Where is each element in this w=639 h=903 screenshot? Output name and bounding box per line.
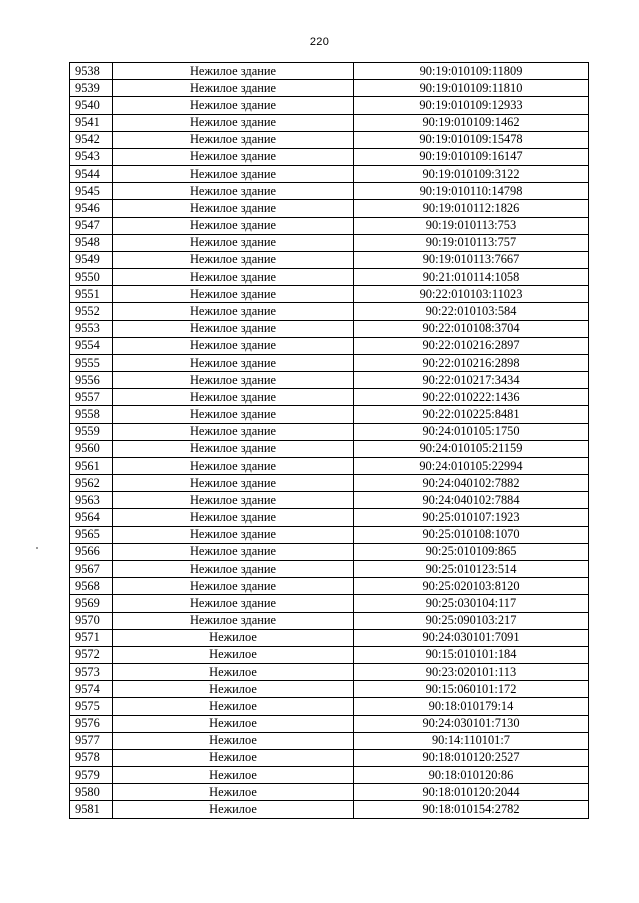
object-type-cell: Нежилое здание bbox=[113, 320, 354, 337]
row-number-cell: 9552 bbox=[70, 303, 113, 320]
cadastral-number-cell: 90:22:010216:2898 bbox=[354, 354, 589, 371]
cadastral-number-cell: 90:18:010120:86 bbox=[354, 767, 589, 784]
table-row bbox=[70, 114, 589, 131]
object-type-cell: Нежилое здание bbox=[113, 612, 354, 629]
row-number-cell: 9571 bbox=[70, 629, 113, 646]
object-type-cell: Нежилое здание bbox=[113, 354, 354, 371]
object-type-cell: Нежилое здание bbox=[113, 389, 354, 406]
row-number-cell: 9562 bbox=[70, 475, 113, 492]
table-row bbox=[70, 303, 589, 320]
table-row bbox=[70, 749, 589, 766]
object-type-cell: Нежилое здание bbox=[113, 578, 354, 595]
row-number-cell: 9542 bbox=[70, 131, 113, 148]
table-row bbox=[70, 664, 589, 681]
cadastral-number-cell: 90:15:060101:172 bbox=[354, 681, 589, 698]
table-row bbox=[70, 234, 589, 251]
cadastral-number-cell: 90:22:010225:8481 bbox=[354, 406, 589, 423]
cadastral-number-cell: 90:23:020101:113 bbox=[354, 664, 589, 681]
table-row bbox=[70, 97, 589, 114]
table-row bbox=[70, 681, 589, 698]
row-number-cell: 9566 bbox=[70, 543, 113, 560]
row-number-cell: 9570 bbox=[70, 612, 113, 629]
table-row bbox=[70, 200, 589, 217]
table-row bbox=[70, 80, 589, 97]
object-type-cell: Нежилое bbox=[113, 732, 354, 749]
object-type-cell: Нежилое здание bbox=[113, 286, 354, 303]
object-type-cell: Нежилое здание bbox=[113, 114, 354, 131]
object-type-cell: Нежилое здание bbox=[113, 166, 354, 183]
table-row bbox=[70, 475, 589, 492]
cadastral-number-cell: 90:19:010109:3122 bbox=[354, 166, 589, 183]
cadastral-number-cell: 90:24:040102:7884 bbox=[354, 492, 589, 509]
table-row bbox=[70, 148, 589, 165]
row-number-cell: 9579 bbox=[70, 767, 113, 784]
row-number-cell: 9558 bbox=[70, 406, 113, 423]
row-number-cell: 9569 bbox=[70, 595, 113, 612]
table-row bbox=[70, 612, 589, 629]
cadastral-number-cell: 90:25:030104:117 bbox=[354, 595, 589, 612]
cadastral-number-cell: 90:14:110101:7 bbox=[354, 732, 589, 749]
object-type-cell: Нежилое здание bbox=[113, 440, 354, 457]
object-type-cell: Нежилое здание bbox=[113, 543, 354, 560]
table-row bbox=[70, 406, 589, 423]
table-row bbox=[70, 251, 589, 268]
table-row bbox=[70, 440, 589, 457]
object-type-cell: Нежилое здание bbox=[113, 131, 354, 148]
cadastral-number-cell: 90:22:010222:1436 bbox=[354, 389, 589, 406]
cadastral-number-cell: 90:18:010120:2527 bbox=[354, 749, 589, 766]
cadastral-number-cell: 90:18:010120:2044 bbox=[354, 784, 589, 801]
row-number-cell: 9540 bbox=[70, 97, 113, 114]
object-type-cell: Нежилое здание bbox=[113, 560, 354, 577]
row-number-cell: 9546 bbox=[70, 200, 113, 217]
object-type-cell: Нежилое здание bbox=[113, 526, 354, 543]
cadastral-number-cell: 90:19:010109:1462 bbox=[354, 114, 589, 131]
table-row bbox=[70, 492, 589, 509]
cadastral-number-cell: 90:19:010113:753 bbox=[354, 217, 589, 234]
row-number-cell: 9574 bbox=[70, 681, 113, 698]
object-type-cell: Нежилое здание bbox=[113, 97, 354, 114]
cadastral-number-cell: 90:19:010112:1826 bbox=[354, 200, 589, 217]
object-type-cell: Нежилое здание bbox=[113, 183, 354, 200]
row-number-cell: 9573 bbox=[70, 664, 113, 681]
table-row bbox=[70, 698, 589, 715]
object-type-cell: Нежилое bbox=[113, 784, 354, 801]
row-number-cell: 9578 bbox=[70, 749, 113, 766]
object-type-cell: Нежилое bbox=[113, 749, 354, 766]
row-number-cell: 9555 bbox=[70, 354, 113, 371]
table-row bbox=[70, 457, 589, 474]
table-row bbox=[70, 166, 589, 183]
row-number-cell: 9547 bbox=[70, 217, 113, 234]
row-number-cell: 9541 bbox=[70, 114, 113, 131]
object-type-cell: Нежилое bbox=[113, 801, 354, 818]
row-number-cell: 9538 bbox=[70, 63, 113, 80]
object-type-cell: Нежилое здание bbox=[113, 200, 354, 217]
row-number-cell: 9551 bbox=[70, 286, 113, 303]
cadastral-number-cell: 90:25:090103:217 bbox=[354, 612, 589, 629]
cadastral-number-cell: 90:15:010101:184 bbox=[354, 646, 589, 663]
table-row bbox=[70, 337, 589, 354]
row-number-cell: 9576 bbox=[70, 715, 113, 732]
row-number-cell: 9550 bbox=[70, 269, 113, 286]
property-table-body bbox=[70, 63, 589, 819]
cadastral-number-cell: 90:25:020103:8120 bbox=[354, 578, 589, 595]
row-number-cell: 9548 bbox=[70, 234, 113, 251]
object-type-cell: Нежилое здание bbox=[113, 509, 354, 526]
cadastral-number-cell: 90:19:010109:15478 bbox=[354, 131, 589, 148]
cadastral-number-cell: 90:22:010217:3434 bbox=[354, 372, 589, 389]
object-type-cell: Нежилое здание bbox=[113, 406, 354, 423]
table-row bbox=[70, 354, 589, 371]
table-row bbox=[70, 801, 589, 818]
object-type-cell: Нежилое bbox=[113, 646, 354, 663]
object-type-cell: Нежилое здание bbox=[113, 337, 354, 354]
row-number-cell: 9554 bbox=[70, 337, 113, 354]
table-row bbox=[70, 286, 589, 303]
page-number: 220 bbox=[309, 36, 330, 48]
table-row bbox=[70, 269, 589, 286]
cadastral-number-cell: 90:22:010103:584 bbox=[354, 303, 589, 320]
row-number-cell: 9568 bbox=[70, 578, 113, 595]
row-number-cell: 9539 bbox=[70, 80, 113, 97]
row-number-cell: 9563 bbox=[70, 492, 113, 509]
cadastral-number-cell: 90:19:010110:14798 bbox=[354, 183, 589, 200]
row-number-cell: 9556 bbox=[70, 372, 113, 389]
cadastral-number-cell: 90:25:010109:865 bbox=[354, 543, 589, 560]
object-type-cell: Нежилое здание bbox=[113, 63, 354, 80]
table-row bbox=[70, 63, 589, 80]
table-row bbox=[70, 732, 589, 749]
scan-speck bbox=[36, 547, 38, 549]
object-type-cell: Нежилое bbox=[113, 767, 354, 784]
cadastral-number-cell: 90:22:010103:11023 bbox=[354, 286, 589, 303]
cadastral-number-cell: 90:19:010113:7667 bbox=[354, 251, 589, 268]
table-row bbox=[70, 372, 589, 389]
row-number-cell: 9580 bbox=[70, 784, 113, 801]
row-number-cell: 9560 bbox=[70, 440, 113, 457]
row-number-cell: 9564 bbox=[70, 509, 113, 526]
cadastral-number-cell: 90:24:010105:22994 bbox=[354, 457, 589, 474]
object-type-cell: Нежилое здание bbox=[113, 372, 354, 389]
cadastral-number-cell: 90:24:030101:7130 bbox=[354, 715, 589, 732]
table-row bbox=[70, 423, 589, 440]
row-number-cell: 9549 bbox=[70, 251, 113, 268]
table-row bbox=[70, 715, 589, 732]
object-type-cell: Нежилое здание bbox=[113, 475, 354, 492]
table-row bbox=[70, 217, 589, 234]
object-type-cell: Нежилое bbox=[113, 681, 354, 698]
property-table bbox=[69, 62, 589, 819]
table-row bbox=[70, 183, 589, 200]
row-number-cell: 9575 bbox=[70, 698, 113, 715]
cadastral-number-cell: 90:24:010105:1750 bbox=[354, 423, 589, 440]
object-type-cell: Нежилое здание bbox=[113, 303, 354, 320]
cadastral-number-cell: 90:24:030101:7091 bbox=[354, 629, 589, 646]
cadastral-number-cell: 90:18:010154:2782 bbox=[354, 801, 589, 818]
cadastral-number-cell: 90:18:010179:14 bbox=[354, 698, 589, 715]
table-row bbox=[70, 629, 589, 646]
row-number-cell: 9544 bbox=[70, 166, 113, 183]
cadastral-number-cell: 90:19:010109:11810 bbox=[354, 80, 589, 97]
table-row bbox=[70, 131, 589, 148]
table-row bbox=[70, 578, 589, 595]
row-number-cell: 9567 bbox=[70, 560, 113, 577]
row-number-cell: 9553 bbox=[70, 320, 113, 337]
table-row bbox=[70, 767, 589, 784]
object-type-cell: Нежилое здание bbox=[113, 595, 354, 612]
object-type-cell: Нежилое bbox=[113, 629, 354, 646]
object-type-cell: Нежилое bbox=[113, 715, 354, 732]
table-row bbox=[70, 509, 589, 526]
cadastral-number-cell: 90:19:010109:16147 bbox=[354, 148, 589, 165]
table-row bbox=[70, 320, 589, 337]
object-type-cell: Нежилое здание bbox=[113, 217, 354, 234]
cadastral-number-cell: 90:22:010108:3704 bbox=[354, 320, 589, 337]
cadastral-number-cell: 90:19:010109:12933 bbox=[354, 97, 589, 114]
row-number-cell: 9557 bbox=[70, 389, 113, 406]
row-number-cell: 9545 bbox=[70, 183, 113, 200]
object-type-cell: Нежилое здание bbox=[113, 423, 354, 440]
object-type-cell: Нежилое bbox=[113, 664, 354, 681]
row-number-cell: 9572 bbox=[70, 646, 113, 663]
object-type-cell: Нежилое здание bbox=[113, 492, 354, 509]
table-row bbox=[70, 543, 589, 560]
cadastral-number-cell: 90:21:010114:1058 bbox=[354, 269, 589, 286]
row-number-cell: 9543 bbox=[70, 148, 113, 165]
table-row bbox=[70, 595, 589, 612]
cadastral-number-cell: 90:22:010216:2897 bbox=[354, 337, 589, 354]
cadastral-number-cell: 90:25:010108:1070 bbox=[354, 526, 589, 543]
object-type-cell: Нежилое здание bbox=[113, 80, 354, 97]
table-row bbox=[70, 560, 589, 577]
cadastral-number-cell: 90:24:040102:7882 bbox=[354, 475, 589, 492]
row-number-cell: 9565 bbox=[70, 526, 113, 543]
cadastral-number-cell: 90:19:010113:757 bbox=[354, 234, 589, 251]
cadastral-number-cell: 90:25:010107:1923 bbox=[354, 509, 589, 526]
row-number-cell: 9561 bbox=[70, 457, 113, 474]
object-type-cell: Нежилое здание bbox=[113, 251, 354, 268]
property-table-container bbox=[69, 62, 589, 819]
object-type-cell: Нежилое здание bbox=[113, 269, 354, 286]
row-number-cell: 9577 bbox=[70, 732, 113, 749]
table-row bbox=[70, 784, 589, 801]
object-type-cell: Нежилое здание bbox=[113, 457, 354, 474]
object-type-cell: Нежилое здание bbox=[113, 234, 354, 251]
cadastral-number-cell: 90:25:010123:514 bbox=[354, 560, 589, 577]
row-number-cell: 9581 bbox=[70, 801, 113, 818]
table-row bbox=[70, 646, 589, 663]
object-type-cell: Нежилое bbox=[113, 698, 354, 715]
object-type-cell: Нежилое здание bbox=[113, 148, 354, 165]
cadastral-number-cell: 90:24:010105:21159 bbox=[354, 440, 589, 457]
table-row bbox=[70, 389, 589, 406]
row-number-cell: 9559 bbox=[70, 423, 113, 440]
table-row bbox=[70, 526, 589, 543]
cadastral-number-cell: 90:19:010109:11809 bbox=[354, 63, 589, 80]
